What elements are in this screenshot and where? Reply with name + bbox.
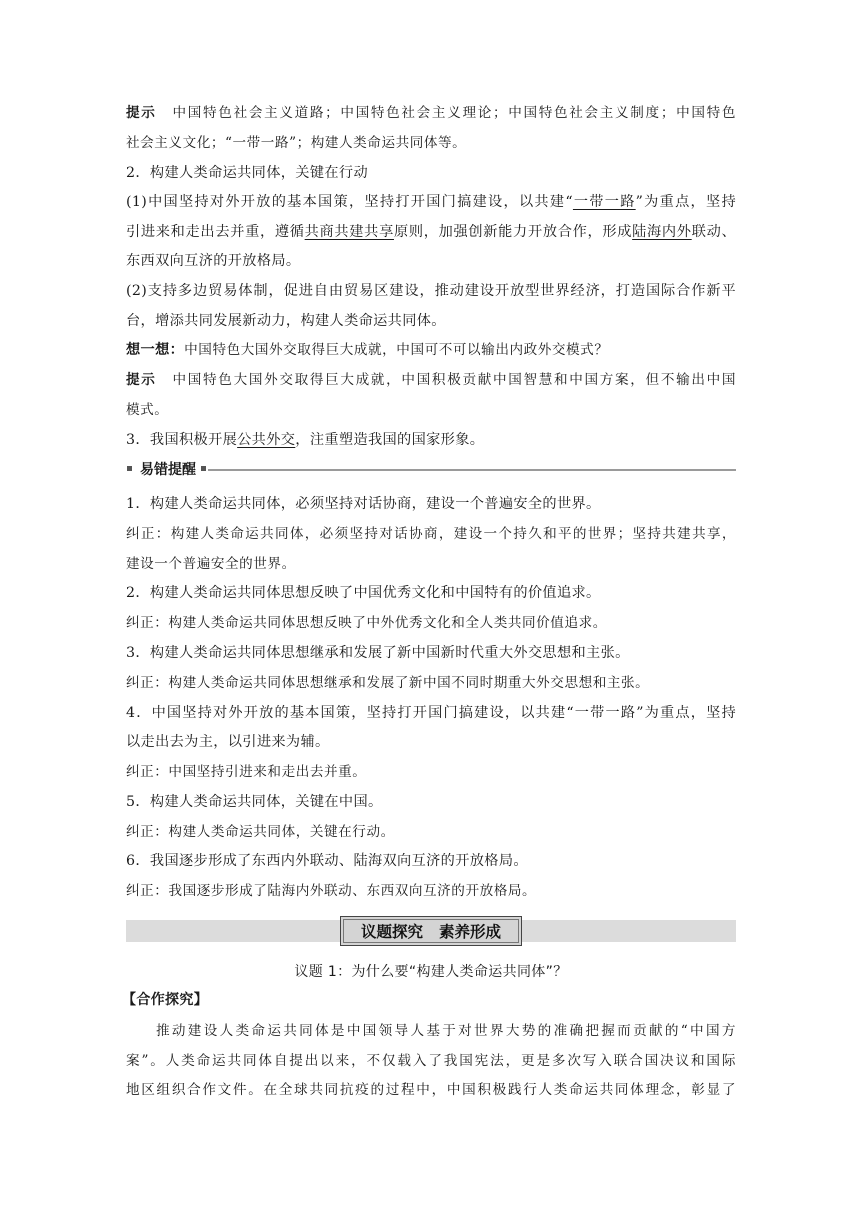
mistakes-header: [126, 460, 736, 480]
point-heading: [126, 430, 736, 450]
section-title-inner-border: [343, 919, 519, 943]
point-heading: 2．构建人类命运共同体，关键在行动: [126, 165, 368, 181]
mistake-statement: 4．中国坚持对外开放的基本国策，坚持打开国门搞建设，以共建“一带一路”为重点，坚持: [126, 705, 736, 721]
paragraph-line: 东西双向互济的开放格局。: [126, 253, 301, 269]
mistake-statement: 6．我国逐步形成了东西内外联动、陆海双向互济的开放格局。: [126, 853, 528, 869]
mistake-correction: 纠正：构建人类命运共同体，关键在行动。: [126, 824, 395, 840]
mistake-correction: 纠正：我国逐步形成了陆海内外联动、东西双向互济的开放格局。: [126, 883, 537, 899]
think-line: [126, 340, 736, 360]
text-span: 联动、: [691, 224, 736, 240]
square-bullet-icon: [201, 466, 206, 471]
text-span: ”为重点，坚持: [635, 194, 736, 210]
tip-text: 中国特色社会主义道路；中国特色社会主义理论；中国特色社会主义制度；中国特色: [172, 105, 737, 121]
think-question: 中国特色大国外交取得巨大成就，中国可不可以输出内政外交模式？: [184, 342, 609, 358]
text-span: 引进来和走出去并重，遵循: [126, 224, 305, 240]
paragraph-line: 地区组织合作文件。在全球共同抗疫的过程中，中国积极践行人类命运共同体理念，彰显了: [126, 1082, 736, 1098]
mistake-statement: 2．构建人类命运共同体思想反映了中国优秀文化和中国特有的价值追求。: [126, 585, 601, 601]
mistake-correction: 纠正：构建人类命运共同体，必须坚持对话协商，建设一个持久和平的世界；坚持共建共享，: [126, 526, 736, 542]
tip-text-cont: 社会主义文化；“一带一路”；构建人类命运共同体等。: [126, 135, 467, 151]
underlined-term: 共商共建共享: [304, 224, 394, 240]
paragraph-line: [126, 222, 736, 242]
paragraph-line: 台，增添共同发展新动力，构建人类命运共同体。: [126, 313, 446, 329]
square-bullet-icon: [127, 466, 132, 471]
paragraph-line: [126, 192, 736, 212]
mistake-correction: 纠正：构建人类命运共同体思想继承和发展了新中国不同时期重大外交思想和主张。: [126, 675, 650, 691]
text-span: (1)中国坚持对外开放的基本国策，坚持打开国门搞建设，以共建“: [126, 194, 573, 210]
tip-label: 提示: [126, 372, 157, 388]
text-span: 3．我国积极开展: [126, 432, 238, 448]
cooperate-label: 【合作探究】: [122, 992, 209, 1008]
mistake-statement: 5．构建人类命运共同体，关键在中国。: [126, 794, 383, 810]
section-title-right: 素养形成: [439, 923, 502, 941]
text-span: 原则，加强创新能力开放合作，形成: [393, 224, 633, 240]
mistake-correction-cont: 建设一个普遍安全的世界。: [126, 556, 296, 572]
think-label: 想一想：: [126, 342, 185, 358]
tip-text: 中国特色大国外交取得巨大成就，中国积极贡献中国智慧和中国方案，但不输出中国: [172, 372, 737, 388]
paragraph-line: 案”。人类命运共同体自提出以来，不仅载入了我国宪法，更是多次写入联合国决议和国际: [126, 1053, 736, 1069]
mistakes-header-label: 易错提醒: [140, 462, 196, 478]
topic-title: 议题 1：为什么要“构建人类命运共同体”？: [294, 964, 568, 980]
section-title-left: 议题探究: [360, 923, 423, 941]
section-title-box: [340, 916, 522, 946]
tip-line: [126, 370, 736, 390]
tip-text-cont: 模式。: [126, 402, 169, 418]
mistake-statement: 1．构建人类命运共同体，必须坚持对话协商，建设一个普遍安全的世界。: [126, 496, 601, 512]
underlined-term: 一带一路: [572, 194, 636, 210]
text-span: ，注重塑造我国的国家形象。: [295, 432, 485, 448]
mistake-correction: 纠正：构建人类命运共同体思想反映了中外优秀文化和全人类共同价值追求。: [126, 615, 607, 631]
mistake-correction: 纠正：中国坚持引进来和走出去并重。: [126, 764, 367, 780]
header-divider: [208, 469, 736, 471]
mistake-statement: 3．构建人类命运共同体思想继承和发展了新中国新时代重大外交思想和主张。: [126, 645, 630, 661]
tip-line: [126, 103, 736, 123]
underlined-term: 公共外交: [237, 432, 296, 448]
paragraph-line: (2)支持多边贸易体制，促进自由贸易区建设，推动建设开放型世界经济，打造国际合作新平: [126, 283, 736, 299]
mistake-statement-cont: 以走出去为主，以引进来为辅。: [126, 734, 330, 750]
underlined-term: 陆海内外: [632, 224, 692, 240]
paragraph-line: 推动建设人类命运共同体是中国领导人基于对世界大势的准确把握而贡献的“中国方: [156, 1023, 736, 1039]
tip-label: 提示: [126, 105, 157, 121]
